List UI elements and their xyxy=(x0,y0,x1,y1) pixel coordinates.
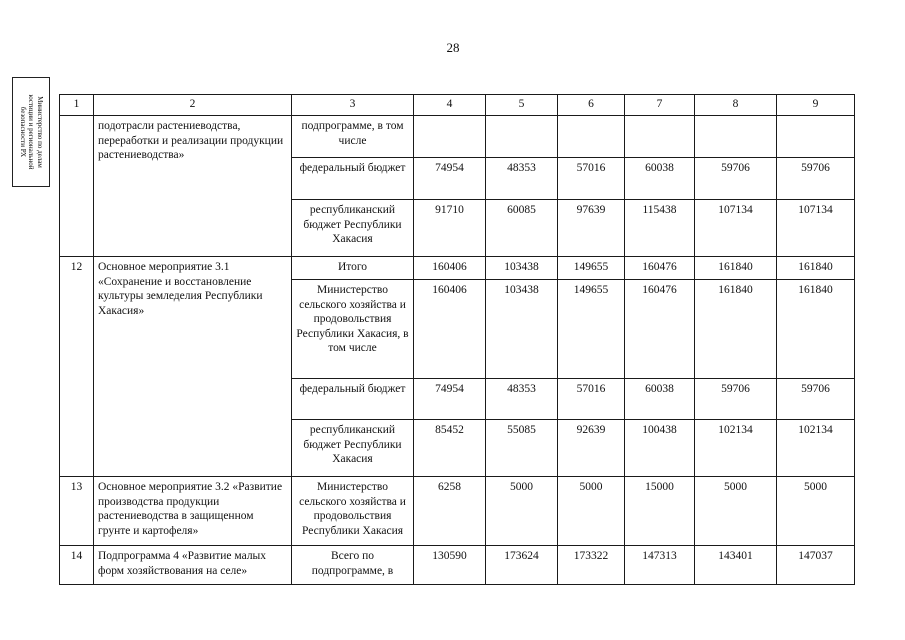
row-description-cell: Подпрограмма 4 «Развитие малых форм хозяйствования на селе» xyxy=(94,546,292,585)
value-cell: 130590 xyxy=(414,546,486,585)
header-cell: 6 xyxy=(558,95,625,116)
page-number: 28 xyxy=(446,40,460,55)
value-cell: 5000 xyxy=(558,477,625,546)
stamp-line: юстиции и региональной xyxy=(27,94,36,170)
funding-source-cell: республиканский бюджет Республики Хакасия xyxy=(292,200,414,257)
value-cell xyxy=(558,116,625,158)
value-cell: 59706 xyxy=(695,379,777,420)
value-cell: 15000 xyxy=(625,477,695,546)
value-cell: 115438 xyxy=(625,200,695,257)
stamp-line: Министерство по делам xyxy=(35,96,44,168)
value-cell: 55085 xyxy=(486,420,558,477)
header-cell: 7 xyxy=(625,95,695,116)
registration-stamp xyxy=(12,77,50,187)
value-cell: 102134 xyxy=(777,420,855,477)
header-cell: 8 xyxy=(695,95,777,116)
value-cell: 160406 xyxy=(414,257,486,280)
value-cell: 85452 xyxy=(414,420,486,477)
value-cell: 102134 xyxy=(695,420,777,477)
value-cell: 6258 xyxy=(414,477,486,546)
header-cell: 5 xyxy=(486,95,558,116)
row-number-cell: 14 xyxy=(60,546,94,585)
funding-source-cell: федеральный бюджет xyxy=(292,158,414,200)
table-row xyxy=(60,546,855,585)
value-cell: 57016 xyxy=(558,158,625,200)
value-cell: 173624 xyxy=(486,546,558,585)
value-cell: 5000 xyxy=(695,477,777,546)
value-cell xyxy=(777,116,855,158)
value-cell: 161840 xyxy=(695,257,777,280)
value-cell: 60085 xyxy=(486,200,558,257)
row-number-cell: 13 xyxy=(60,477,94,546)
funding-source-cell: подпрограмме, в том числе xyxy=(292,116,414,158)
header-cell: 2 xyxy=(94,95,292,116)
header-cell: 3 xyxy=(292,95,414,116)
value-cell: 161840 xyxy=(695,280,777,379)
value-cell: 5000 xyxy=(777,477,855,546)
value-cell: 173322 xyxy=(558,546,625,585)
funding-source-cell: федеральный бюджет xyxy=(292,379,414,420)
value-cell: 107134 xyxy=(695,200,777,257)
value-cell: 160406 xyxy=(414,280,486,379)
value-cell xyxy=(486,116,558,158)
header-cell: 9 xyxy=(777,95,855,116)
value-cell: 149655 xyxy=(558,280,625,379)
value-cell: 92639 xyxy=(558,420,625,477)
funding-source-cell: Всего по подпрограмме, в xyxy=(292,546,414,585)
value-cell xyxy=(625,116,695,158)
value-cell: 160476 xyxy=(625,257,695,280)
stamp-line: безопасности РХ xyxy=(18,106,27,158)
value-cell: 97639 xyxy=(558,200,625,257)
table-row xyxy=(60,116,855,158)
value-cell: 161840 xyxy=(777,280,855,379)
value-cell: 59706 xyxy=(777,158,855,200)
budget-table xyxy=(59,94,855,585)
header-row xyxy=(60,95,855,116)
value-cell: 149655 xyxy=(558,257,625,280)
value-cell: 100438 xyxy=(625,420,695,477)
funding-source-cell: Министерство сельского хозяйства и продовольствия Республики Хакасия xyxy=(292,477,414,546)
value-cell: 48353 xyxy=(486,379,558,420)
value-cell: 143401 xyxy=(695,546,777,585)
row-description-cell: Основное мероприятие 3.1 «Сохранение и восстановление культуры земледелия Республики Хакасия» xyxy=(94,257,292,477)
funding-source-cell: республиканский бюджет Республики Хакасия xyxy=(292,420,414,477)
value-cell: 5000 xyxy=(486,477,558,546)
row-number-cell: 12 xyxy=(60,257,94,477)
header-cell: 4 xyxy=(414,95,486,116)
row-description-cell: подотрасли растениеводства, переработки и реализации продукции растениеводства» xyxy=(94,116,292,257)
row-description-cell: Основное мероприятие 3.2 «Развитие производства продукции растениеводства в защищенном грунте и картофеля» xyxy=(94,477,292,546)
table-row xyxy=(60,477,855,546)
value-cell xyxy=(414,116,486,158)
value-cell: 147037 xyxy=(777,546,855,585)
table-row xyxy=(60,257,855,280)
row-number-cell xyxy=(60,116,94,257)
value-cell: 107134 xyxy=(777,200,855,257)
funding-source-cell: Итого xyxy=(292,257,414,280)
value-cell: 161840 xyxy=(777,257,855,280)
value-cell xyxy=(695,116,777,158)
value-cell: 59706 xyxy=(695,158,777,200)
value-cell: 74954 xyxy=(414,379,486,420)
value-cell: 91710 xyxy=(414,200,486,257)
funding-source-cell: Министерство сельского хозяйства и продовольствия Республики Хакасия, в том числе xyxy=(292,280,414,379)
value-cell: 74954 xyxy=(414,158,486,200)
value-cell: 57016 xyxy=(558,379,625,420)
value-cell: 103438 xyxy=(486,257,558,280)
value-cell: 60038 xyxy=(625,158,695,200)
value-cell: 160476 xyxy=(625,280,695,379)
value-cell: 147313 xyxy=(625,546,695,585)
value-cell: 60038 xyxy=(625,379,695,420)
header-cell: 1 xyxy=(60,95,94,116)
stamp-text xyxy=(18,79,44,185)
value-cell: 59706 xyxy=(777,379,855,420)
value-cell: 103438 xyxy=(486,280,558,379)
value-cell: 48353 xyxy=(486,158,558,200)
